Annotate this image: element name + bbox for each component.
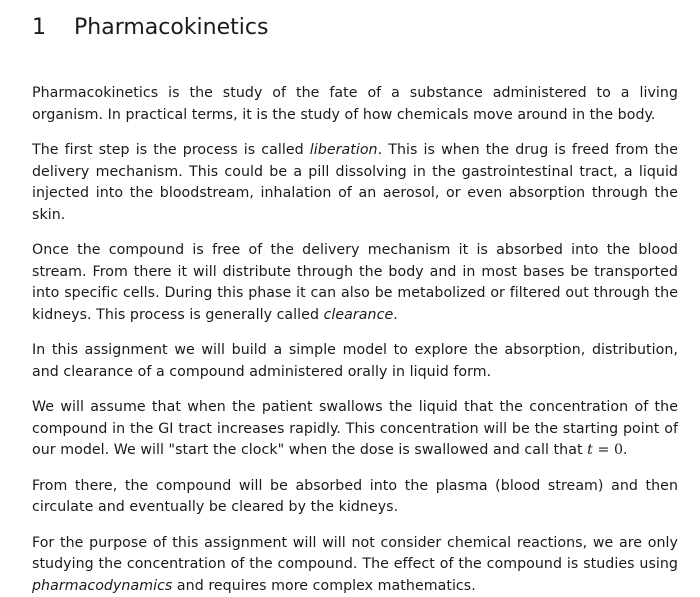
- paragraph-liberation: [32, 140, 678, 226]
- paragraph-text: The first step is the process is called: [32, 142, 310, 158]
- paragraph-text: We will assume that when the patient swallows the liquid that the concentration of the compound in the GI tract increases rapidly. This concentration will be the starting point of our model. We will "start the clock" when the dose is swallowed and call that: [32, 399, 678, 458]
- paragraph-definition: Pharmacokinetics is the study of the fate of a substance administered to a living organism. In practical terms, it is the study of how chemicals move around in the body.: [32, 83, 678, 126]
- paragraph-assignment: In this assignment we will build a simple model to explore the absorption, distribution, and clearance of a compound administered orally in liquid form.: [32, 340, 678, 383]
- section-title: Pharmacokinetics: [74, 13, 268, 43]
- paragraph-text: . This is when the drug is freed from the delivery mechanism. This could be a pill dissolving in the gastrointestinal tract, a liquid injected into the bloodstream, inhalation of an aerosol, or even absorption through the skin.: [32, 142, 678, 223]
- paragraph-text: Once the compound is free of the delivery mechanism it is absorbed into the blood stream. From there it will distribute through the body and in most bases be transported into specific cells. During this phase it can also be metabolized or filtered out through the kidneys. This process is generally called: [32, 242, 678, 323]
- paragraph-text: .: [393, 307, 398, 323]
- paragraph-scope: [32, 533, 678, 597]
- paragraph-text: For the purpose of this assignment will will not consider chemical reactions, we are only studying the concentration of the compound. The effect of the compound is studies using: [32, 535, 678, 573]
- paragraph-circulation: From there, the compound will be absorbed into the plasma (blood stream) and then circulate and eventually be cleared by the kidneys.: [32, 476, 678, 519]
- emphasized-term: liberation: [310, 142, 378, 158]
- emphasized-term: clearance: [324, 307, 394, 323]
- paragraph-clearance: [32, 240, 678, 326]
- section-heading: [32, 13, 678, 43]
- math-variable: t: [587, 442, 593, 458]
- paragraph-text: .: [623, 442, 628, 458]
- paragraph-text: and requires more complex mathematics.: [172, 578, 475, 594]
- math-equation: = 0: [593, 442, 623, 458]
- paragraph-assumption: [32, 397, 678, 462]
- emphasized-term: pharmacodynamics: [32, 578, 172, 594]
- section-number: 1: [32, 13, 74, 43]
